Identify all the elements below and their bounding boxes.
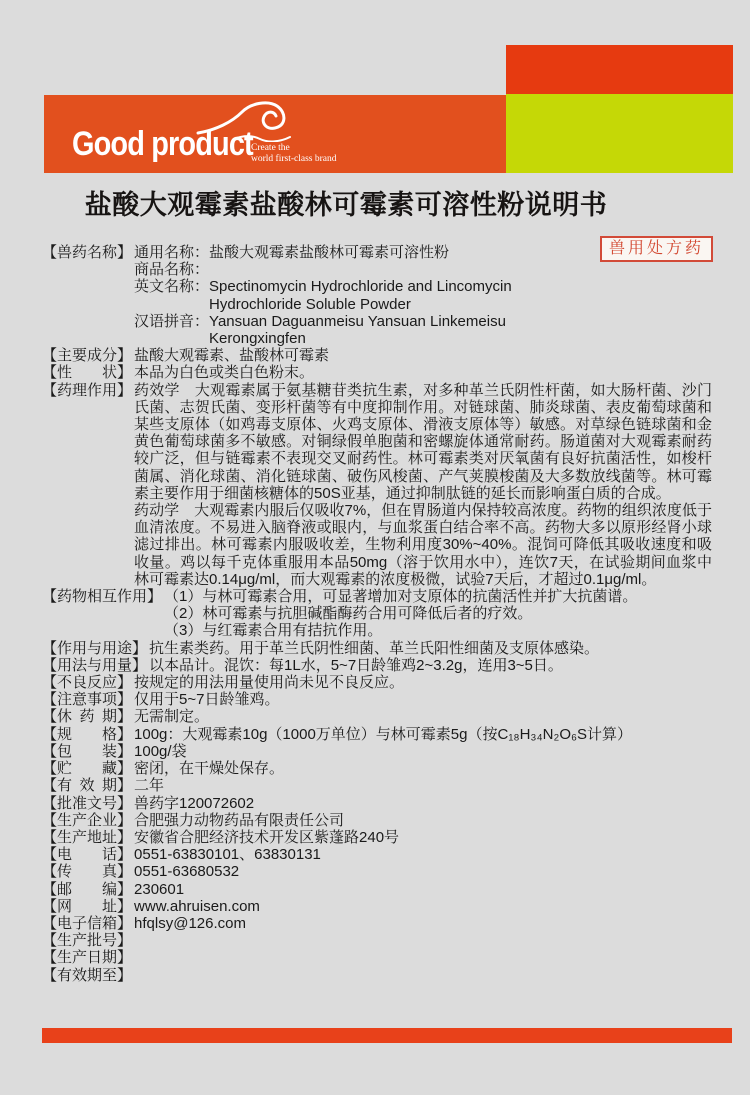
section-drug-interactions: [42, 588, 712, 640]
section-label-withdrawal-period: [42, 708, 132, 725]
bracket-close: 】: [117, 794, 133, 812]
section-label-phone: [42, 846, 132, 863]
section-paragraph: hfqlsy@126.com: [134, 914, 246, 932]
bracket-close: 】: [117, 846, 133, 864]
section-paragraph: www.ahruisen.com: [134, 897, 260, 915]
bracket-close: 】: [147, 588, 163, 606]
section-content-expiry-date: [134, 967, 712, 984]
bracket-open: 【: [42, 639, 58, 657]
section-label-text: 电话: [57, 846, 118, 864]
section-label-text: 网址: [57, 897, 118, 915]
wave-logo-icon: [196, 100, 296, 142]
section-label-drug-interactions: [42, 588, 162, 605]
bracket-close: 】: [132, 639, 148, 657]
section-label-text: 生产企业: [57, 811, 118, 829]
bracket-open: 【: [42, 656, 58, 674]
brand-banner: [44, 95, 506, 173]
subfield-label: 商品名称：: [134, 261, 210, 279]
section-label-text: 电子信箱: [57, 914, 118, 932]
section-precautions: [42, 691, 712, 708]
section-content-specification: [134, 726, 712, 743]
corner-red-block: [506, 45, 733, 94]
subfield-value-line: Kerongxingfen: [209, 330, 306, 348]
corner-green-block: [506, 94, 733, 173]
section-paragraph: 0551-63680532: [134, 863, 240, 881]
bracket-close: 】: [117, 708, 133, 726]
bracket-open: 【: [42, 708, 58, 726]
section-label-description: [42, 364, 132, 381]
section-label-text: 注意事项: [57, 691, 118, 709]
bracket-close: 】: [117, 966, 133, 984]
section-address: [42, 829, 712, 846]
bracket-close: 】: [117, 949, 133, 967]
section-label-text: 主要成分: [57, 347, 118, 365]
section-content-dosage: [149, 657, 712, 674]
bracket-open: 【: [42, 949, 58, 967]
section-label-production-date: [42, 949, 132, 966]
section-paragraph: 230601: [134, 880, 185, 898]
bracket-close: 】: [117, 863, 133, 881]
bracket-open: 【: [42, 880, 58, 898]
rx-badge: 兽用处方药: [600, 236, 713, 262]
section-paragraph: （2）林可霉素与抗胆碱酯酶药合用可降低后者的疗效。: [164, 605, 533, 623]
section-paragraph: 抗生素类药。用于革兰氏阴性细菌、革兰氏阳性细菌及支原体感染。: [149, 639, 600, 657]
section-paragraph: （1）与林可霉素合用，可显著增加对支原体的抗菌活性并扩大抗菌谱。: [164, 588, 638, 606]
bracket-open: 【: [42, 863, 58, 881]
section-paragraph: 药动学 大观霉素内服后仅吸收7%，但在胃肠道内保持较高浓度。药物的组织浓度低于血清浓度。不易进入脑脊液或眼内，与血浆蛋白结合率不高。药物大多以原形经肾小球滤过排出。林可霉素内服吸收差，生物利用度30%~40%。混饲可降低其吸收速度和吸收量。鸡以每千克体重服用本品50mg（溶于饮用水中），连饮7天，在试验期间血浆中林可霉素达0.14μg/ml，而大观霉素的浓度极微，试验7天后，才超过0.1μg/ml。: [134, 502, 712, 588]
section-content-postcode: [134, 881, 712, 898]
section-label-website: [42, 898, 132, 915]
bracket-open: 【: [42, 725, 58, 743]
section-label-text: 兽药名称: [57, 244, 118, 261]
section-content-address: [134, 829, 712, 846]
brand-tagline: [251, 143, 336, 166]
section-label-precautions: [42, 691, 132, 708]
section-label-batch-number: [42, 932, 132, 949]
section-label-veterinary-name: [42, 244, 132, 261]
section-paragraph: 仅用于5~7日龄雏鸡。: [134, 691, 280, 709]
section-label-text: 有效期至: [57, 966, 118, 984]
section-paragraph: 合肥强力动物药品有限责任公司: [134, 811, 345, 829]
section-paragraph: 本品为白色或类白色粉末。: [134, 364, 315, 382]
section-indications: [42, 640, 712, 657]
section-postcode: [42, 881, 712, 898]
bracket-close: 】: [117, 897, 133, 915]
bracket-open: 【: [42, 674, 58, 692]
section-expiry-date: [42, 967, 712, 984]
subfield-row: [134, 278, 712, 312]
bracket-open: 【: [42, 914, 58, 932]
subfield-value: [209, 261, 712, 278]
section-label-text: 传真: [57, 863, 118, 881]
bracket-open: 【: [42, 777, 58, 795]
section-paragraph: 药效学 大观霉素属于氨基糖苷类抗生素，对多种革兰氏阴性杆菌，如大肠杆菌、沙门氏菌、志贺氏菌、变形杆菌等有中度抑制作用。对链球菌、肺炎球菌、表皮葡萄球菌和某些支原体（如鸡毒支原体、火鸡支原体、滑液支原体等）敏感。对草绿色链球菌和金黄色葡萄球菌多不敏感。对铜绿假单胞菌和密螺旋体通常耐药。肠道菌对大观霉素耐药较广泛，但与链霉素不表现交叉耐药性。林可霉素类对厌氧菌有良好抗菌活性，如梭杆菌属、消化球菌、消化链球菌、破伤风梭菌、产气荚膜梭菌及大多数放线菌等。林可霉素主要作用于细菌核糖体的50S亚基，通过抑制肽链的延长而影响蛋白质的合成。: [134, 381, 712, 502]
section-label-dosage: [42, 657, 147, 674]
section-production-date: [42, 949, 712, 966]
section-paragraph: （3）与红霉素合用有拮抗作用。: [164, 622, 383, 640]
subfield-value-line: Yansuan Daguanmeisu Yansuan Linkemeisu: [209, 312, 506, 330]
section-label-text: 性状: [57, 364, 118, 382]
section-label-manufacturer: [42, 812, 132, 829]
section-batch-number: [42, 932, 712, 949]
section-content-drug-interactions: [164, 588, 712, 640]
footer-bar: [42, 1028, 732, 1043]
section-paragraph: 无需制定。: [134, 708, 210, 726]
bracket-close: 】: [117, 760, 133, 778]
subfield-row: [134, 313, 712, 347]
section-content-approval-number: [134, 795, 712, 812]
bracket-open: 【: [42, 347, 58, 365]
section-paragraph: 按规定的用法用量使用尚未见不良反应。: [134, 674, 405, 692]
section-shelf-life: [42, 777, 712, 794]
section-label-pharmacology: [42, 382, 132, 399]
subfield-value: [209, 278, 712, 312]
bracket-open: 【: [42, 244, 58, 261]
section-content-manufacturer: [134, 812, 712, 829]
subfield-value: [209, 313, 712, 347]
section-label-text: 生产地址: [57, 828, 118, 846]
section-veterinary-name: [42, 244, 712, 347]
section-approval-number: [42, 795, 712, 812]
section-content-phone: [134, 846, 712, 863]
bracket-open: 【: [42, 846, 58, 864]
subfield-row: [134, 261, 712, 278]
section-dosage: [42, 657, 712, 674]
section-content-fax: [134, 863, 712, 880]
section-phone: [42, 846, 712, 863]
section-label-text: 邮编: [57, 880, 118, 898]
section-pharmacology: [42, 382, 712, 588]
bracket-open: 【: [42, 811, 58, 829]
subfield-label: 汉语拼音：: [134, 312, 210, 330]
section-content-pharmacology: [134, 382, 712, 588]
bracket-open: 【: [42, 966, 58, 984]
sections: [42, 244, 712, 984]
section-label-specification: [42, 726, 132, 743]
bracket-open: 【: [42, 691, 58, 709]
section-paragraph: [134, 932, 712, 949]
section-paragraph: 安徽省合肥经济技术开发区紫蓬路240号: [134, 828, 400, 846]
section-specification: [42, 726, 712, 743]
page-title: 盐酸大观霉素盐酸林可霉素可溶性粉说明书: [84, 190, 608, 220]
section-paragraph: 100g：大观霉素10g（1000万单位）与林可霉素5g（按C₁₈H₃₄N₂O₆S计算）: [134, 725, 633, 743]
section-label-approval-number: [42, 795, 132, 812]
bracket-close: 】: [117, 777, 133, 795]
section-paragraph: 密闭，在干燥处保存。: [134, 760, 285, 778]
section-content-website: [134, 898, 712, 915]
section-label-address: [42, 829, 132, 846]
bracket-close: 】: [117, 932, 133, 950]
section-label-text: 生产日期: [57, 949, 118, 967]
section-label-text: 有效期: [57, 777, 118, 795]
subfield-label: 英文名称：: [134, 278, 210, 296]
section-label-main-ingredients: [42, 347, 132, 364]
section-label-text: 贮藏: [57, 760, 118, 778]
section-content-production-date: [134, 949, 712, 966]
section-label-text: 作用与用途: [57, 639, 133, 657]
section-fax: [42, 863, 712, 880]
section-label-postcode: [42, 881, 132, 898]
section-content-indications: [149, 640, 712, 657]
bracket-close: 】: [117, 742, 133, 760]
brand-tagline-line1: Create the: [251, 143, 290, 153]
section-description: [42, 364, 712, 381]
section-paragraph: 二年: [134, 777, 165, 795]
subfield-row: [134, 244, 712, 261]
section-content-email: [134, 915, 712, 932]
bracket-close: 】: [117, 914, 133, 932]
section-label-expiry-date: [42, 967, 132, 984]
section-label-text: 药理作用: [57, 381, 118, 399]
section-label-indications: [42, 640, 147, 657]
section-content-packaging: [134, 743, 712, 760]
section-label-text: 批准文号: [57, 794, 118, 812]
section-label-text: 规格: [57, 725, 118, 743]
section-withdrawal-period: [42, 708, 712, 725]
bracket-close: 】: [117, 674, 133, 692]
section-label-fax: [42, 863, 132, 880]
bracket-close: 】: [117, 880, 133, 898]
section-content-withdrawal-period: [134, 708, 712, 725]
section-packaging: [42, 743, 712, 760]
section-paragraph: 以本品计。混饮：每1L水，5~7日龄雏鸡2~3.2g，连用3~5日。: [149, 656, 563, 674]
bracket-open: 【: [42, 932, 58, 950]
section-storage: [42, 760, 712, 777]
section-label-adverse-reactions: [42, 674, 132, 691]
section-paragraph: 盐酸大观霉素、盐酸林可霉素: [134, 347, 330, 365]
subfield-value-line: Hydrochloride Soluble Powder: [209, 295, 411, 313]
subfield-value: 盐酸大观霉素盐酸林可霉素可溶性粉: [209, 244, 450, 261]
section-label-text: 不良反应: [57, 674, 118, 692]
section-label-storage: [42, 760, 132, 777]
bracket-close: 】: [117, 347, 133, 365]
bracket-close: 】: [117, 244, 133, 261]
section-content-shelf-life: [134, 777, 712, 794]
bracket-close: 】: [132, 656, 148, 674]
bracket-close: 】: [117, 364, 133, 382]
bracket-open: 【: [42, 588, 58, 606]
brand-name: Good product: [72, 125, 253, 163]
section-paragraph: [134, 949, 712, 966]
bracket-open: 【: [42, 794, 58, 812]
bracket-open: 【: [42, 828, 58, 846]
section-paragraph: [134, 967, 712, 984]
section-label-text: 用法与用量: [57, 656, 133, 674]
section-paragraph: 兽药字120072602: [134, 794, 255, 812]
section-paragraph: 100g/袋: [134, 742, 187, 760]
section-paragraph: 0551-63830101、63830131: [134, 846, 321, 864]
section-email: [42, 915, 712, 932]
bracket-open: 【: [42, 381, 58, 399]
subfield-value-line: Spectinomycin Hydrochloride and Lincomycin: [209, 278, 512, 296]
bracket-open: 【: [42, 760, 58, 778]
bracket-close: 】: [117, 811, 133, 829]
section-content-main-ingredients: [134, 347, 712, 364]
bracket-open: 【: [42, 897, 58, 915]
subfield-label: 通用名称：: [134, 244, 210, 261]
bracket-open: 【: [42, 364, 58, 382]
section-adverse-reactions: [42, 674, 712, 691]
brand-tagline-line2: world first-class brand: [251, 154, 337, 165]
section-label-text: 休药期: [57, 708, 118, 726]
section-label-text: 包装: [57, 742, 118, 760]
section-label-packaging: [42, 743, 132, 760]
section-website: [42, 898, 712, 915]
bracket-close: 】: [117, 725, 133, 743]
section-label-email: [42, 915, 132, 932]
section-content-batch-number: [134, 932, 712, 949]
bracket-open: 【: [42, 742, 58, 760]
section-label-text: 药物相互作用: [57, 588, 148, 606]
bracket-close: 】: [117, 691, 133, 709]
section-label-shelf-life: [42, 777, 132, 794]
section-manufacturer: [42, 812, 712, 829]
section-content-adverse-reactions: [134, 674, 712, 691]
bracket-close: 】: [117, 828, 133, 846]
section-content-veterinary-name: [134, 244, 712, 347]
section-content-storage: [134, 760, 712, 777]
section-content-precautions: [134, 691, 712, 708]
bracket-close: 】: [117, 381, 133, 399]
section-main-ingredients: [42, 347, 712, 364]
section-label-text: 生产批号: [57, 932, 118, 950]
section-content-description: [134, 364, 712, 381]
